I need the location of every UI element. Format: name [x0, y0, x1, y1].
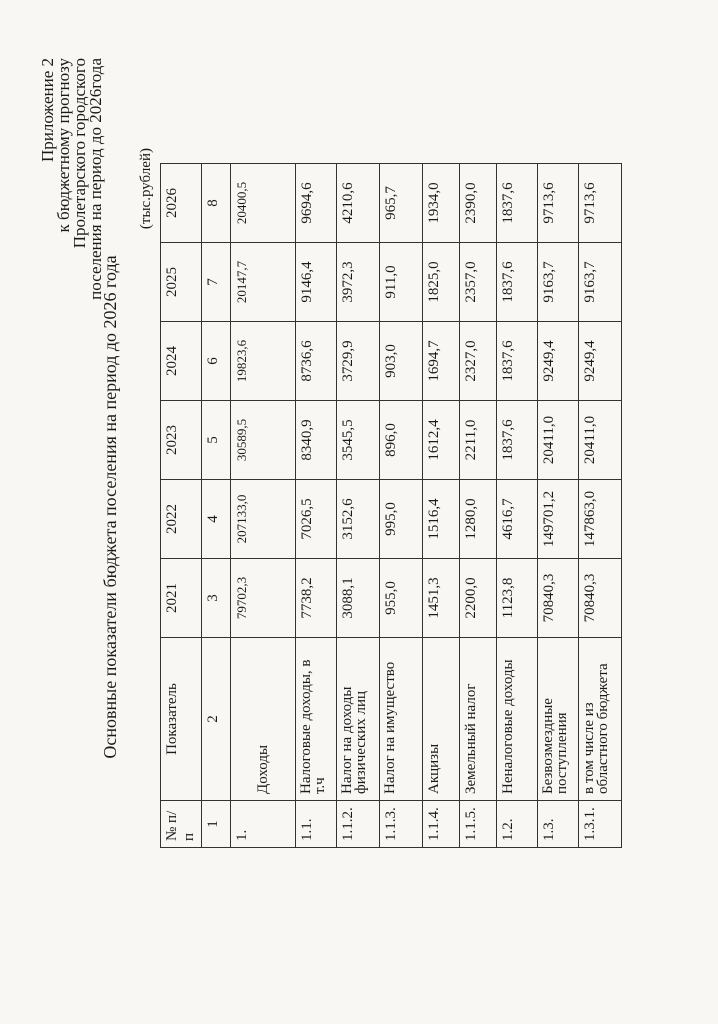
value-cell: 9163,7	[538, 243, 579, 322]
value-cell: 1516,4	[423, 480, 460, 559]
value-cell: 995,0	[380, 480, 423, 559]
value-cell: 3152,6	[337, 480, 380, 559]
row-number: 1.2.	[497, 801, 538, 848]
budget-table	[160, 163, 622, 848]
value-cell: 30589,5	[231, 401, 296, 480]
value-cell: 2390,0	[460, 164, 497, 243]
value-cell: 9694,6	[296, 164, 337, 243]
table-row	[460, 164, 497, 848]
value-cell: 896,0	[380, 401, 423, 480]
value-cell: 3972,3	[337, 243, 380, 322]
value-cell: 2211,0	[460, 401, 497, 480]
index-cell: 2	[202, 638, 231, 801]
header-cell: № п/п	[161, 801, 202, 848]
header-cell: 2022	[161, 480, 202, 559]
value-cell: 149701,2	[538, 480, 579, 559]
value-cell: 1837,6	[497, 322, 538, 401]
table-header-row	[161, 164, 202, 848]
table-row	[296, 164, 337, 848]
row-number: 1.3.1.	[579, 801, 622, 848]
value-cell: 1451,3	[423, 559, 460, 638]
header-cell: 2024	[161, 322, 202, 401]
value-cell: 1694,7	[423, 322, 460, 401]
value-cell: 20411,0	[538, 401, 579, 480]
value-cell: 965,7	[380, 164, 423, 243]
index-cell: 3	[202, 559, 231, 638]
index-cell: 6	[202, 322, 231, 401]
table-row	[579, 164, 622, 848]
value-cell: 1612,4	[423, 401, 460, 480]
header-cell: 2021	[161, 559, 202, 638]
value-cell: 1837,6	[497, 401, 538, 480]
row-label: Налоговые доходы, в т.ч	[296, 638, 337, 801]
row-label: Акцизы	[423, 638, 460, 801]
value-cell: 1825,0	[423, 243, 460, 322]
value-cell: 1934,0	[423, 164, 460, 243]
index-cell: 5	[202, 401, 231, 480]
row-label: Неналоговые доходы	[497, 638, 538, 801]
value-cell: 147863,0	[579, 480, 622, 559]
index-cell: 8	[202, 164, 231, 243]
row-label: Налог на имущество	[380, 638, 423, 801]
appendix-line-1: Приложение 2	[38, 58, 57, 162]
value-cell: 20147,7	[231, 243, 296, 322]
row-label: Безвозмездные поступления	[538, 638, 579, 801]
row-number: 1.3.	[538, 801, 579, 848]
table-row	[337, 164, 380, 848]
header-cell: 2026	[161, 164, 202, 243]
value-cell: 955,0	[380, 559, 423, 638]
value-cell: 4616,7	[497, 480, 538, 559]
units-label: (тыс.рублей)	[138, 148, 154, 230]
value-cell: 1837,6	[497, 243, 538, 322]
value-cell: 7738,2	[296, 559, 337, 638]
value-cell: 79702,3	[231, 559, 296, 638]
value-cell: 1123,8	[497, 559, 538, 638]
value-cell: 20411,0	[579, 401, 622, 480]
table-row	[497, 164, 538, 848]
row-number: 1.1.4.	[423, 801, 460, 848]
value-cell: 903,0	[380, 322, 423, 401]
value-cell: 70840,3	[538, 559, 579, 638]
value-cell: 1837,6	[497, 164, 538, 243]
value-cell: 70840,3	[579, 559, 622, 638]
table-row	[380, 164, 423, 848]
row-number: 1.	[231, 801, 296, 848]
value-cell: 1280,0	[460, 480, 497, 559]
document-title: Основные показатели бюджета поселения на период до 2026 года	[100, 255, 120, 759]
appendix-note	[40, 58, 104, 300]
appendix-line-4: поселения на период до 2026года	[86, 58, 105, 300]
appendix-line-3: Пролетарского городского	[70, 58, 89, 249]
index-cell: 7	[202, 243, 231, 322]
row-number: 1.1.	[296, 801, 337, 848]
value-cell: 3545,5	[337, 401, 380, 480]
value-cell: 7026,5	[296, 480, 337, 559]
table-row	[423, 164, 460, 848]
value-cell: 207133,0	[231, 480, 296, 559]
value-cell: 9146,4	[296, 243, 337, 322]
row-number: 1.1.3.	[380, 801, 423, 848]
table-row	[538, 164, 579, 848]
row-number: 1.1.5.	[460, 801, 497, 848]
value-cell: 9713,6	[538, 164, 579, 243]
value-cell: 9249,4	[579, 322, 622, 401]
value-cell: 19823,6	[231, 322, 296, 401]
value-cell: 911,0	[380, 243, 423, 322]
header-cell: 2023	[161, 401, 202, 480]
row-label: в том числе из областного бюджета	[579, 638, 622, 801]
value-cell: 2357,0	[460, 243, 497, 322]
row-label: Налог на доходы физических лиц	[337, 638, 380, 801]
value-cell: 9713,6	[579, 164, 622, 243]
value-cell: 3729,9	[337, 322, 380, 401]
value-cell: 8340,9	[296, 401, 337, 480]
value-cell: 9249,4	[538, 322, 579, 401]
value-cell: 9163,7	[579, 243, 622, 322]
value-cell: 2327,0	[460, 322, 497, 401]
value-cell: 3088,1	[337, 559, 380, 638]
row-label: Земельный налог	[460, 638, 497, 801]
value-cell: 20400,5	[231, 164, 296, 243]
value-cell: 4210,6	[337, 164, 380, 243]
index-cell: 4	[202, 480, 231, 559]
table-index-row	[202, 164, 231, 848]
appendix-line-2: к бюджетному прогнозу	[54, 58, 73, 233]
header-cell: 2025	[161, 243, 202, 322]
row-label: Доходы	[231, 638, 296, 801]
value-cell: 8736,6	[296, 322, 337, 401]
header-cell: Показатель	[161, 638, 202, 801]
row-number: 1.1.2.	[337, 801, 380, 848]
index-cell: 1	[202, 801, 231, 848]
value-cell: 2200,0	[460, 559, 497, 638]
table-row	[231, 164, 296, 848]
